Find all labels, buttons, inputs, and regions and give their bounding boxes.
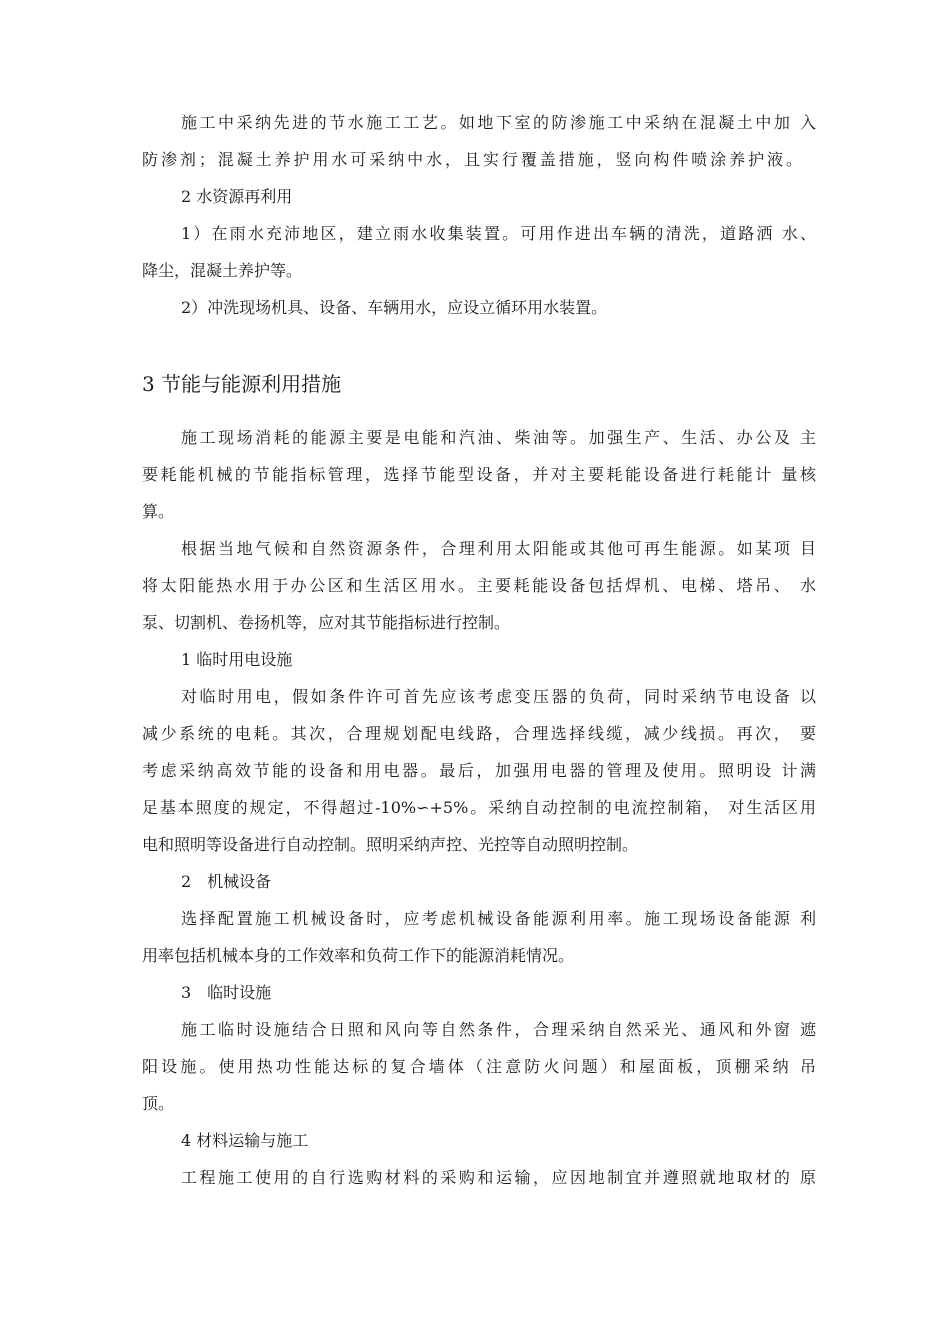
subheading: 3 临时设施 <box>181 983 272 1002</box>
section-heading: 3 节能与能源利用措施 <box>142 372 342 396</box>
paragraph-line: 施工临时设施结合日照和风向等自然条件，合理采纳自然采光、通风和外窗 遮 <box>181 1020 816 1039</box>
subheading: 4 材料运输与施工 <box>181 1131 309 1150</box>
paragraph-line: 考虑采纳高效节能的设备和用电器。最后，加强用电器的管理及使用。照明设 计满 <box>142 761 816 780</box>
paragraph-line: 阳设施。使用热功性能达标的复合墙体（注意防火问题）和屋面板，顶棚采纳 吊 <box>142 1057 816 1076</box>
paragraph-line: 施工现场消耗的能源主要是电能和汽油、柴油等。加强生产、生活、办公及 主 <box>181 428 816 447</box>
paragraph-line: 对临时用电，假如条件许可首先应该考虑变压器的负荷，同时采纳节电设备 以 <box>181 687 816 706</box>
paragraph-line: 防渗剂；混凝土养护用水可采纳中水，且实行覆盖措施，竖向构件喷涂养护液。 <box>142 150 802 169</box>
paragraph-line: 减少系统的电耗。其次，合理规划配电线路，合理选择线缆，减少线损。再次， 要 <box>142 724 816 743</box>
paragraph-line: 工程施工使用的自行选购材料的采购和运输，应因地制宜并遵照就地取材的 原 <box>181 1168 816 1187</box>
paragraph-line: 降尘，混凝土养护等。 <box>142 261 303 280</box>
paragraph-line: 用率包括机械本身的工作效率和负荷工作下的能源消耗情况。 <box>142 946 575 965</box>
paragraph-line: 电和照明等设备进行自动控制。照明采纳声控、光控等自动照明控制。 <box>142 835 639 854</box>
paragraph-line: 选择配置施工机械设备时，应考虑机械设备能源利用率。施工现场设备能源 利 <box>181 909 816 928</box>
paragraph-line: 泵、切割机、卷扬机等，应对其节能指标进行控制。 <box>142 613 511 632</box>
paragraph-line: 顶。 <box>142 1094 175 1113</box>
subheading: 2 水资源再利用 <box>181 187 293 206</box>
paragraph-line: 足基本照度的规定，不得超过-10%∽+5%。采纳自动控制的电流控制箱， 对生活区用 <box>142 798 816 817</box>
paragraph-line: 施工中采纳先进的节水施工工艺。如地下室的防渗施工中采纳在混凝土中加 入 <box>181 113 816 132</box>
paragraph-line: 算。 <box>142 502 175 521</box>
subheading: 2 机械设备 <box>181 872 272 891</box>
subheading: 1 临时用电设施 <box>181 650 293 669</box>
paragraph-line: 要耗能机械的节能指标管理，选择节能型设备，并对主要耗能设备进行耗能计 量核 <box>142 465 816 484</box>
paragraph-line: 1）在雨水充沛地区，建立雨水收集装置。可用作进出车辆的清洗，道路洒 水、 <box>181 224 816 243</box>
paragraph-line: 将太阳能热水用于办公区和生活区用水。主要耗能设备包括焊机、电梯、塔吊、 水 <box>142 576 816 595</box>
paragraph-line: 2）冲洗现场机具、设备、车辆用水，应设立循环用水装置。 <box>181 298 608 317</box>
paragraph-line: 根据当地气候和自然资源条件，合理利用太阳能或其他可再生能源。如某项 目 <box>181 539 816 558</box>
